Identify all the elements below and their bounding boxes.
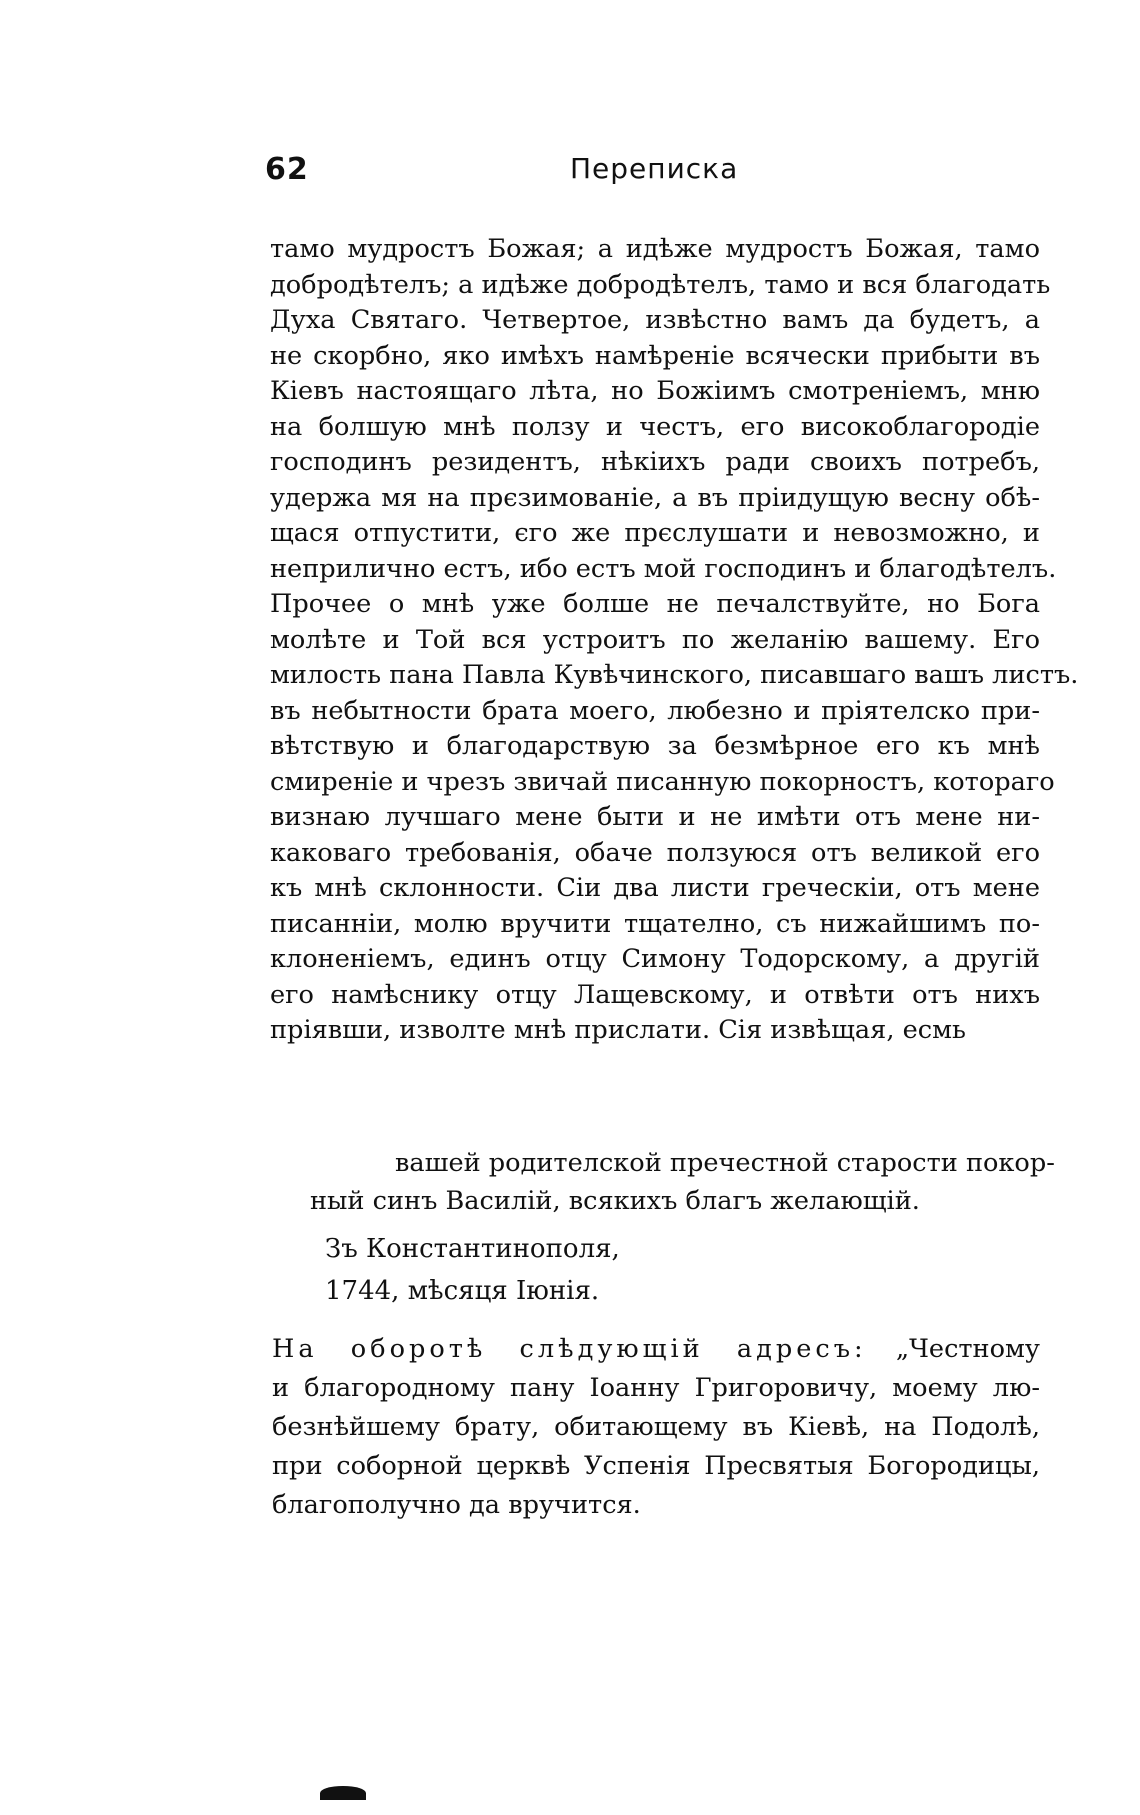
ink-smudge xyxy=(320,1786,366,1800)
address-first-line xyxy=(272,1330,1040,1369)
body-line: въ небытности брата моего, любезно и пріятелско при- xyxy=(270,695,1040,726)
address-line: благополучно да вручится. xyxy=(272,1490,641,1520)
body-line: каковаго требованія, обаче ползуюся отъ великой его xyxy=(270,837,1040,868)
place-and-date xyxy=(325,1228,620,1312)
body-line: на болшую мнѣ ползу и честъ, его високоблагородіе xyxy=(270,411,1040,442)
body-line: милость пана Павла Кувѣчинского, писавшаго вашъ листъ. xyxy=(270,660,1079,690)
body-line: молѣте и Той вся устроитъ по желанію вашему. Его xyxy=(270,624,1040,655)
body-line: Духа Святаго. Четвертое, извѣстно вамъ да будетъ, а xyxy=(270,305,1040,335)
body-line: смиреніе и чрезъ звичай писанную покорностъ, котораго xyxy=(270,766,1055,797)
body-line: писанніи, молю вручити тщателно, съ нижайшимъ по- xyxy=(270,908,1040,939)
body-line: клоненіемъ, единъ отцу Симону Тодорскому, а другій xyxy=(270,944,1040,974)
running-title: Переписка xyxy=(570,152,739,185)
body-line: его намѣснику отцу Лащевскому, и отвѣти отъ нихъ xyxy=(270,979,1040,1010)
body-line: добродѣтелъ; а идѣже добродѣтелъ, тамо и вся благодать xyxy=(270,269,1051,300)
signature-line: ный синъ Василій, всякихъ благъ желающій. xyxy=(310,1186,920,1216)
body-line: удержа мя на прєзимованіе, а въ пріидущую весну обѣ- xyxy=(270,482,1040,513)
body-line: господинъ резидентъ, нѣкіихъ ради своихъ потребъ, xyxy=(270,447,1040,477)
address-line: при соборной церквѣ Успенія Пресвятыя Богородицы, xyxy=(272,1451,1040,1481)
body-line: неприлично естъ, ибо естъ мой господинъ и благодѣтелъ. xyxy=(270,553,1057,584)
body-line: пріявши, изволте мнѣ прислати. Сія извѣщая, есмь xyxy=(270,1015,966,1045)
address-lead: На оборотѣ слѣдующій адресъ: xyxy=(272,1334,867,1364)
address-line: безнѣйшему брату, обитающему въ Кіевѣ, на Подолѣ, xyxy=(272,1412,1040,1442)
letter-place: Зъ Константинополя, xyxy=(325,1234,620,1264)
body-line: визнаю лучшаго мене быти и не имѣти отъ мене ни- xyxy=(270,802,1040,832)
page-header xyxy=(265,152,1035,202)
body-line: къ мнѣ склонности. Сіи два листи греческіи, отъ мене xyxy=(270,873,1040,903)
body-line: вѣтствую и благодарствую за безмѣрное его къ мнѣ xyxy=(270,731,1040,761)
body-line: Прочее о мнѣ уже болше не печалствуйте, но Бога xyxy=(270,589,1040,619)
letter-body xyxy=(270,232,1079,1049)
letter-date: 1744, мѣсяця Іюнія. xyxy=(325,1276,600,1306)
body-line: не скорбно, яко имѣхъ намѣреніе всячески прибыти въ xyxy=(270,340,1040,371)
closing-line: вашей родителской пречестной старости покор- xyxy=(395,1148,1055,1178)
address-note xyxy=(272,1330,1040,1525)
body-line: щася отпустити, єго же прєслушати и невозможно, и xyxy=(270,518,1040,548)
page-number: 62 xyxy=(265,152,309,187)
body-line: Кіевъ настоящаго лѣта, но Божіимъ смотреніемъ, мню xyxy=(270,376,1040,406)
body-line: тамо мудростъ Божая; а идѣже мудростъ Божая, тамо xyxy=(270,234,1040,264)
letter-closing xyxy=(310,1144,1055,1220)
address-salutation: „Честному xyxy=(895,1334,1040,1364)
address-line: и благородному пану Іоанну Григоровичу, моему лю- xyxy=(272,1373,1040,1403)
